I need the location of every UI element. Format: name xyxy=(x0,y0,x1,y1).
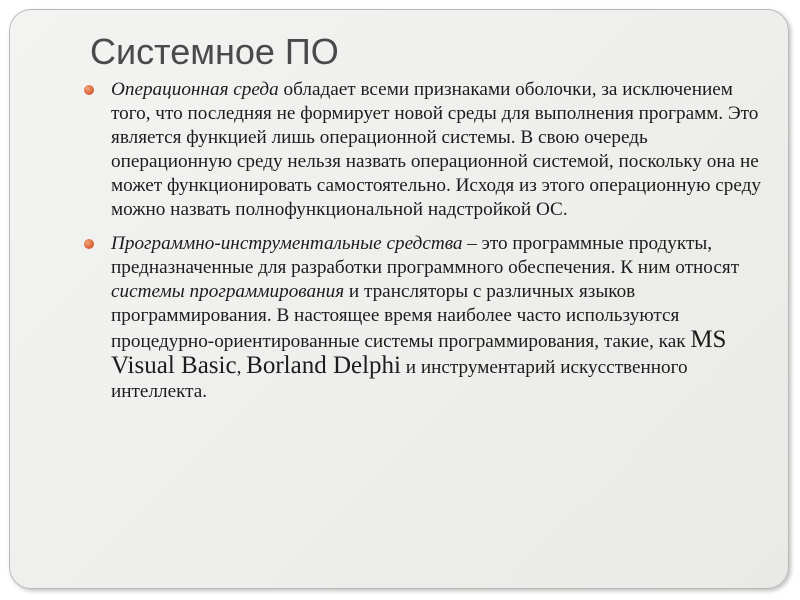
bullet-item-operating-environment xyxy=(84,78,764,222)
slide xyxy=(9,9,789,589)
bullet-text: , xyxy=(236,357,247,378)
bullet-list xyxy=(84,78,764,414)
term-dev-tools: Программно-инструментальные средства xyxy=(111,233,463,254)
brand-borland-delphi: Borland Delphi xyxy=(246,352,401,379)
slide-title: Системное ПО xyxy=(90,31,339,72)
bullet-dot-icon xyxy=(84,239,94,249)
bullet-text: и инструментарий искусственного интеллекта. xyxy=(111,357,688,402)
brand-ms-visual-basic: MS Visual Basic xyxy=(111,326,727,379)
bullet-dot-icon xyxy=(84,85,94,95)
term-programming-systems: системы программирования xyxy=(111,281,345,302)
term-operating-environment: Операционная среда xyxy=(111,79,279,100)
bullet-text: – это программные продукты, предназначенные для разработки программного обеспечения. К ним относят xyxy=(111,233,740,278)
bullet-item-dev-tools xyxy=(84,232,764,404)
bullet-text: и трансляторы с различных языков программирования. В настоящее время наиболее часто используются процедурно-ориентированные системы программирования, такие, как xyxy=(111,281,691,352)
bullet-text: обладает всеми признаками оболочки, за исключением того, что последняя не формирует новой среды для выполнения программ. Это является функцией лишь операционной системы. В свою очередь операционную среду нельзя назвать операционной системой, поскольку она не может функционировать самостоятельно. Исходя из этого операционную среду можно назвать полнофункциональной надстройкой ОС. xyxy=(111,79,761,220)
